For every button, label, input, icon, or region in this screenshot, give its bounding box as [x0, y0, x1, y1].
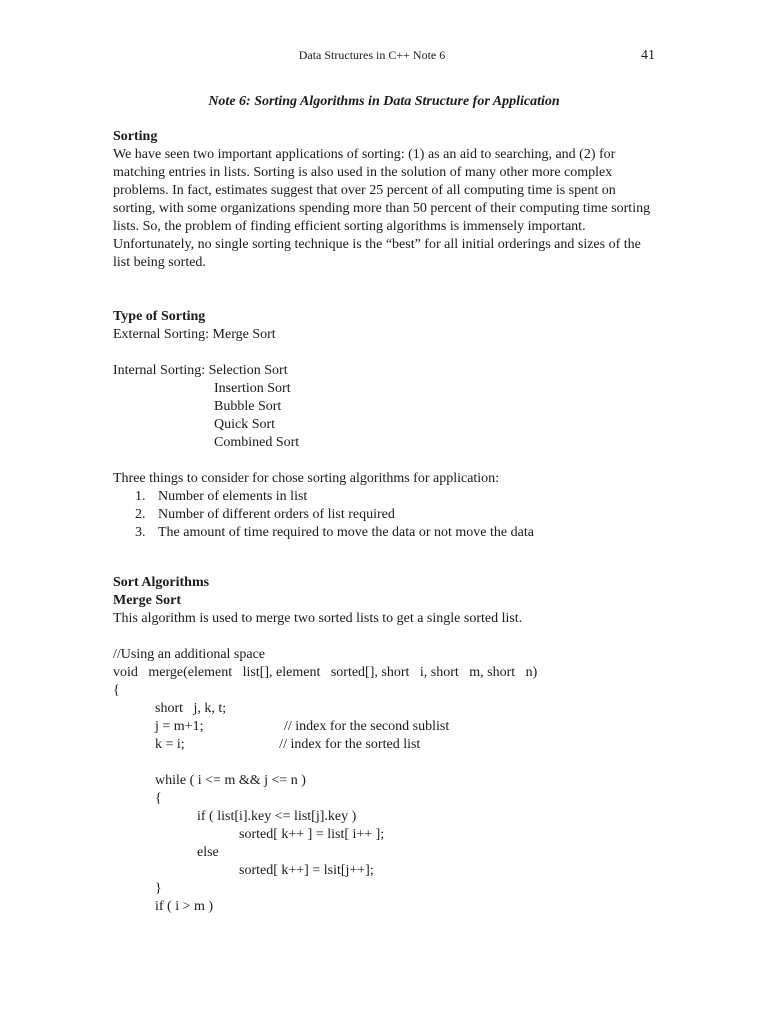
algorithms-section — [113, 574, 658, 916]
internal-item: Quick Sort — [214, 417, 276, 432]
sorting-heading: Sorting — [113, 129, 158, 144]
algorithms-heading: Sort Algorithms — [113, 575, 210, 590]
internal-item: Combined Sort — [214, 435, 300, 450]
internal-sorting: Internal Sorting: Selection Sort — [113, 363, 288, 378]
consider-intro: Three things to consider for chose sorting algorithms for application: — [113, 471, 500, 486]
code-line: { — [113, 791, 162, 806]
code-line: sorted[ k++] = lsit[j++]; — [113, 863, 374, 878]
code-line: void merge(element list[], element sorted[], short i, short m, short n) — [113, 665, 538, 680]
page-header — [0, 46, 768, 66]
merge-sort-heading: Merge Sort — [113, 593, 182, 608]
merge-sort-description: This algorithm is used to merge two sorted lists to get a single sorted list. — [113, 611, 523, 626]
header-title: Data Structures in C++ Note 6 — [298, 48, 446, 62]
sorting-section — [113, 128, 658, 272]
code-line: j = m+1; // index for the second sublist — [113, 719, 450, 734]
code-line: while ( i <= m && j <= n ) — [113, 773, 306, 788]
list-item: 1. Number of elements in list — [135, 489, 308, 504]
code-line: if ( i > m ) — [113, 899, 214, 914]
code-line: if ( list[i].key <= list[j].key ) — [113, 809, 357, 824]
list-item: 2. Number of different orders of list required — [135, 507, 395, 522]
types-section — [113, 308, 658, 542]
page-number: 41 — [641, 48, 655, 63]
code-line: k = i; // index for the sorted list — [113, 737, 421, 752]
sorting-paragraph: We have seen two important applications of sorting: (1) as an aid to searching, and (2) for matching entries in lists. Sorting is also used in the solution of many other more complex problems. In fact, estimates suggest that over 25 percent of all computing time is spent on sorting, with some organizations spending more than 50 percent of their computing time sorting lists. So, the problem of finding efficient sorting algorithms is immensely important. Unfortunately, no single sorting technique is the “best” for all initial orderings and sizes of the list being sorted. — [113, 147, 651, 270]
code-line: short j, k, t; — [113, 701, 227, 716]
types-heading: Type of Sorting — [113, 309, 206, 324]
code-line: else — [113, 845, 219, 860]
external-sorting: External Sorting: Merge Sort — [113, 327, 276, 342]
internal-item: Bubble Sort — [214, 399, 282, 414]
document-title: Note 6: Sorting Algorithms in Data Structure for Application — [208, 94, 560, 109]
code-line: { — [113, 683, 120, 698]
internal-item: Insertion Sort — [214, 381, 291, 396]
code-line: sorted[ k++ ] = list[ i++ ]; — [113, 827, 385, 842]
code-line: } — [113, 881, 162, 896]
code-line — [113, 754, 658, 772]
code-comment: //Using an additional space — [113, 647, 266, 662]
consider-list — [113, 488, 658, 542]
list-item: 3. The amount of time required to move the data or not move the data — [135, 525, 534, 540]
